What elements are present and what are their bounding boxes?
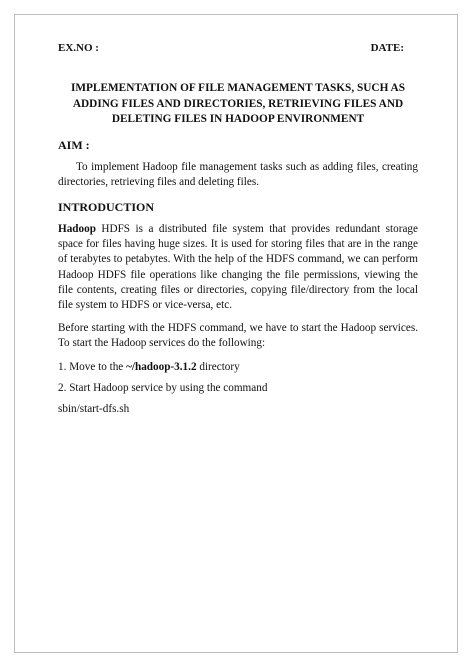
step-1-suffix: directory [196, 360, 240, 373]
introduction-lead-bold: Hadoop [58, 222, 96, 235]
aim-heading: AIM : [58, 137, 90, 152]
introduction-heading: INTRODUCTION [58, 199, 155, 214]
page-content [58, 42, 418, 415]
date-label: DATE: [370, 42, 404, 54]
services-paragraph: Before starting with the HDFS command, we have to start the Hadoop services. To start the Hadoop services do the following: [58, 322, 418, 350]
step-1-prefix: 1. Move to the [58, 360, 127, 373]
header-row [58, 42, 418, 56]
introduction-paragraph [58, 222, 418, 313]
document-title: IMPLEMENTATION OF FILE MANAGEMENT TASKS, SUCH AS ADDING FILES AND DIRECTORIES, RETRIEVING FILES AND DELETING FILES IN HADOOP ENVIRONMENT [70, 82, 406, 125]
step-1-path: ~/hadoop-3.1.2 [126, 360, 197, 373]
step-2: 2. Start Hadoop service by using the command [58, 381, 268, 394]
step-1 [58, 361, 418, 373]
start-command: sbin/start-dfs.sh [58, 402, 130, 415]
aim-paragraph: To implement Hadoop file management tasks such as adding files, creating directories, retrieving files and deleting files. [58, 160, 418, 188]
ex-no-label: EX.NO : [58, 42, 99, 54]
introduction-paragraph-text: HDFS is a distributed file system that provides redundant storage space for files having huge sizes. It is used for storing files that are in the range of terabytes to petabytes. With the help of the HDFS command, we can perform Hadoop HDFS file operations like changing the file permissions, viewing the file contents, creating files or directories, copying file/directory from the local file system to HDFS or vice-versa, etc. [58, 222, 418, 311]
